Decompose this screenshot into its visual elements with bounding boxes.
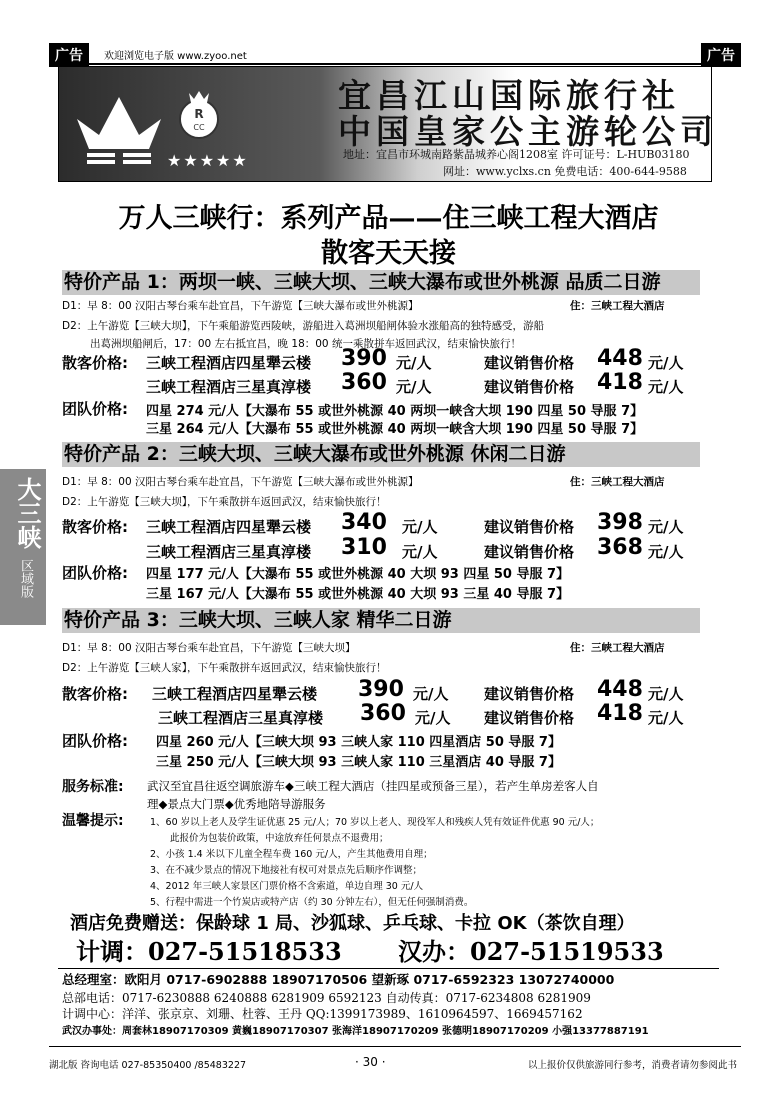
- star-rating: ★★★★★: [167, 151, 249, 170]
- p2-unit2b: 元/人: [648, 543, 684, 561]
- p3-room1: 三峡工程酒店四星犟云楼: [152, 685, 318, 703]
- service-line1: 武汉至宜昌往返空调旅游车◆三峡工程大酒店（挂四星或预备三星），若产生单房差客人自: [147, 779, 599, 793]
- footer-rule: [49, 1046, 741, 1047]
- p1-room2-suggest: 418: [597, 370, 643, 395]
- p1-unit1b: 元/人: [648, 354, 684, 372]
- p3-room2: 三峡工程酒店三星真淳楼: [158, 709, 324, 727]
- tip-2: 2、小孩 1.4 米以下儿童全程车费 160 元/人，产生其他费用自理；: [150, 849, 433, 860]
- hotel-gift: 酒店免费赠送：保龄球 1 局、沙狐球、乒乓球、卡拉 OK（茶饮自理）: [70, 913, 635, 934]
- site-notice: 欢迎浏览电子版 www.zyoo.net: [104, 51, 247, 62]
- p1-room2: 三峡工程酒店三星真淳楼: [146, 378, 312, 396]
- p3-group-label: 团队价格:: [62, 732, 128, 750]
- contact-gm: 总经理室：欧阳月 0717-6902888 18907170506 望新琢 0717-6592323 13072740000: [62, 972, 615, 987]
- page-number: · 30 ·: [355, 1055, 386, 1069]
- p2-suggest2: 建议销售价格: [484, 543, 575, 561]
- p2-group1: 四星 177 元/人【大瀑布 55 或世外桃源 40 大坝 93 四星 50 导服 7】: [146, 567, 570, 582]
- p3-unit1b: 元/人: [648, 685, 684, 703]
- product-3-title: 特价产品 3：三峡大坝、三峡人家 精华二日游: [62, 608, 700, 633]
- p1-hotel: 住：三峡工程大酒店: [570, 300, 665, 312]
- p3-room2-price: 360: [360, 701, 406, 726]
- service-line2: 理◆景点大门票◆优秀地陪导游服务: [147, 797, 326, 811]
- p2-room1: 三峡工程酒店四星犟云楼: [146, 518, 312, 536]
- p1-group1: 四星 274 元/人【大瀑布 55 或世外桃源 40 两坝一峡含大坝 190 四星 50 导服 7】: [146, 404, 644, 419]
- footer-right: 以上报价仅供旅游同行参考，消费者请勿参阅此书: [527, 1060, 737, 1071]
- agency-web: 网址：www.yclxs.cn 免费电话：400-644-9588: [443, 165, 687, 178]
- svg-text:CC: CC: [193, 123, 205, 132]
- p1-group2: 三星 264 元/人【大瀑布 55 或世外桃源 40 两坝一峡含大坝 190 四星 50 导服 7】: [146, 422, 644, 437]
- p3-day2: D2：上午游览【三峡人家】，下午乘散拼车返回武汉，结束愉快旅行！: [62, 662, 387, 674]
- tip-1: 1、60 岁以上老人及学生证优惠 25 元/人；70 岁以上老人、现役军人和残疾人凭有效证件优惠 90 元/人；: [150, 817, 600, 828]
- p2-group-label: 团队价格:: [62, 564, 128, 582]
- p1-group-label: 团队价格:: [62, 400, 128, 418]
- phone-hanban: 汉办：027-51519533: [398, 937, 664, 966]
- p3-room1-price: 390: [358, 677, 404, 702]
- tip-3: 3、在不减少景点的情况下地接社有权可对景点先后顺序作调整；: [150, 865, 423, 876]
- sidebar-title: 大三峡: [13, 477, 42, 549]
- p2-room1-price: 340: [341, 510, 387, 535]
- p1-room1-price: 390: [341, 346, 387, 371]
- p1-day2: D2：上午游览【三峡大坝】，下午乘船游览西陵峡，游船进入葛洲坝船闸体验水涨船高的独特感受，游船: [62, 320, 545, 332]
- ad-tag-right: 广告: [701, 43, 741, 67]
- p1-room1: 三峡工程酒店四星犟云楼: [146, 354, 312, 372]
- p3-retail-label: 散客价格:: [62, 685, 128, 703]
- phone-jidiao: 计调：027-51518533: [76, 937, 342, 966]
- sidebar-sub: 区域版: [18, 559, 33, 598]
- p3-group1: 四星 260 元/人【三峡大坝 93 三峡人家 110 四星酒店 50 导服 7】: [156, 735, 561, 750]
- p1-retail-label: 散客价格:: [62, 354, 128, 372]
- p2-suggest1: 建议销售价格: [484, 518, 575, 536]
- p2-unit1: 元/人: [402, 518, 438, 536]
- p2-room1-suggest: 398: [597, 510, 643, 535]
- tip-5: 5、行程中需进一个竹炭店或特产店（约 30 分钟左右），但无任何强制消费。: [150, 897, 474, 908]
- p1-day2-cont: 出葛洲坝船闸后，17：00 左右抵宜昌，晚 18：00 统一乘散拼车返回武汉，结束愉快旅行！: [90, 338, 521, 350]
- p3-unit2b: 元/人: [648, 709, 684, 727]
- p2-room2-suggest: 368: [597, 535, 643, 560]
- p3-unit2: 元/人: [415, 709, 451, 727]
- tip-4: 4、2012 年三峡人家景区门票价格不含索道，单边自理 30 元/人: [150, 881, 424, 892]
- p2-unit2: 元/人: [402, 543, 438, 561]
- p3-room2-suggest: 418: [597, 701, 643, 726]
- svg-text:R: R: [194, 107, 204, 121]
- p2-room2-price: 310: [341, 535, 387, 560]
- agency-name: 宜昌江山国际旅行社: [338, 76, 680, 115]
- product-2-title: 特价产品 2：三峡大坝、三峡大瀑布或世外桃源 休闲二日游: [62, 442, 700, 467]
- p3-hotel: 住：三峡工程大酒店: [570, 642, 665, 654]
- p2-group2: 三星 167 元/人【大瀑布 55 或世外桃源 40 大坝 93 三星 40 导服 7】: [146, 587, 570, 602]
- contact-center: 计调中心：洋洋、张京京、刘珊、杜蓉、王丹 QQ:1399173989、1610964597、1669457162: [62, 1007, 583, 1021]
- p1-day1: D1：早 8：00 汉阳古琴台乘车赴宜昌，下午游览【三峡大瀑布或世外桃源】: [62, 300, 419, 312]
- contact-wuhan: 武汉办事处：周套林18907170309 黄巍18907170307 张海洋18907170209 张德明18907170209 小强13377887191: [62, 1026, 649, 1037]
- p1-unit1: 元/人: [396, 354, 432, 372]
- p3-group2: 三星 250 元/人【三峡大坝 93 三峡人家 110 三星酒店 40 导服 7】: [156, 755, 561, 770]
- p3-unit1: 元/人: [413, 685, 449, 703]
- p2-room2: 三峡工程酒店三星真淳楼: [146, 543, 312, 561]
- tip-1b: 此报价为包装价政策，中途放弃任何景点不退费用；: [170, 833, 389, 844]
- cruise-company-name: 中国皇家公主游轮公司: [338, 112, 718, 151]
- p3-room1-suggest: 448: [597, 677, 643, 702]
- p3-suggest2: 建议销售价格: [484, 709, 575, 727]
- p2-hotel: 住：三峡工程大酒店: [570, 476, 665, 488]
- p1-unit2b: 元/人: [648, 378, 684, 396]
- p1-room2-price: 360: [341, 370, 387, 395]
- crown-logo: [69, 87, 169, 167]
- tips-label: 温馨提示:: [62, 813, 124, 829]
- p1-unit2: 元/人: [396, 378, 432, 396]
- region-sidebar: [0, 469, 46, 625]
- p2-day2: D2：上午游览【三峡大坝】，下午乘散拼车返回武汉，结束愉快旅行！: [62, 496, 387, 508]
- p1-room1-suggest: 448: [597, 346, 643, 371]
- p3-day1: D1：早 8：00 汉阳古琴台乘车赴宜昌，下午游览【三峡大坝】: [62, 642, 356, 654]
- p2-retail-label: 散客价格:: [62, 518, 128, 536]
- contacts-rule: [58, 968, 719, 969]
- p1-suggest2: 建议销售价格: [484, 378, 575, 396]
- p2-day1: D1：早 8：00 汉阳古琴台乘车赴宜昌，下午游览【三峡大瀑布或世外桃源】: [62, 476, 419, 488]
- p3-suggest1: 建议销售价格: [484, 685, 575, 703]
- top-rule: [49, 63, 741, 65]
- p2-unit1b: 元/人: [648, 518, 684, 536]
- contact-hq: 总部电话：0717-6230888 6240888 6281909 6592123 自动传真：0717-6234808 6281909: [62, 991, 591, 1005]
- badge-icon: [177, 85, 221, 141]
- headline-sub: 散客天天接: [321, 238, 456, 269]
- headline: 万人三峡行：系列产品——住三峡工程大酒店: [118, 203, 659, 234]
- footer-left: 湖北版 咨询电话 027-85350400 /85483227: [49, 1060, 247, 1071]
- product-1-title: 特价产品 1：两坝一峡、三峡大坝、三峡大瀑布或世外桃源 品质二日游: [62, 270, 700, 295]
- p1-suggest1: 建议销售价格: [484, 354, 575, 372]
- ad-tag-left: 广告: [49, 43, 89, 67]
- service-label: 服务标准:: [62, 779, 124, 795]
- agency-address: 地址：宜昌市环城南路紫晶城养心阁1208室 许可证号：L-HUB03180: [343, 148, 690, 161]
